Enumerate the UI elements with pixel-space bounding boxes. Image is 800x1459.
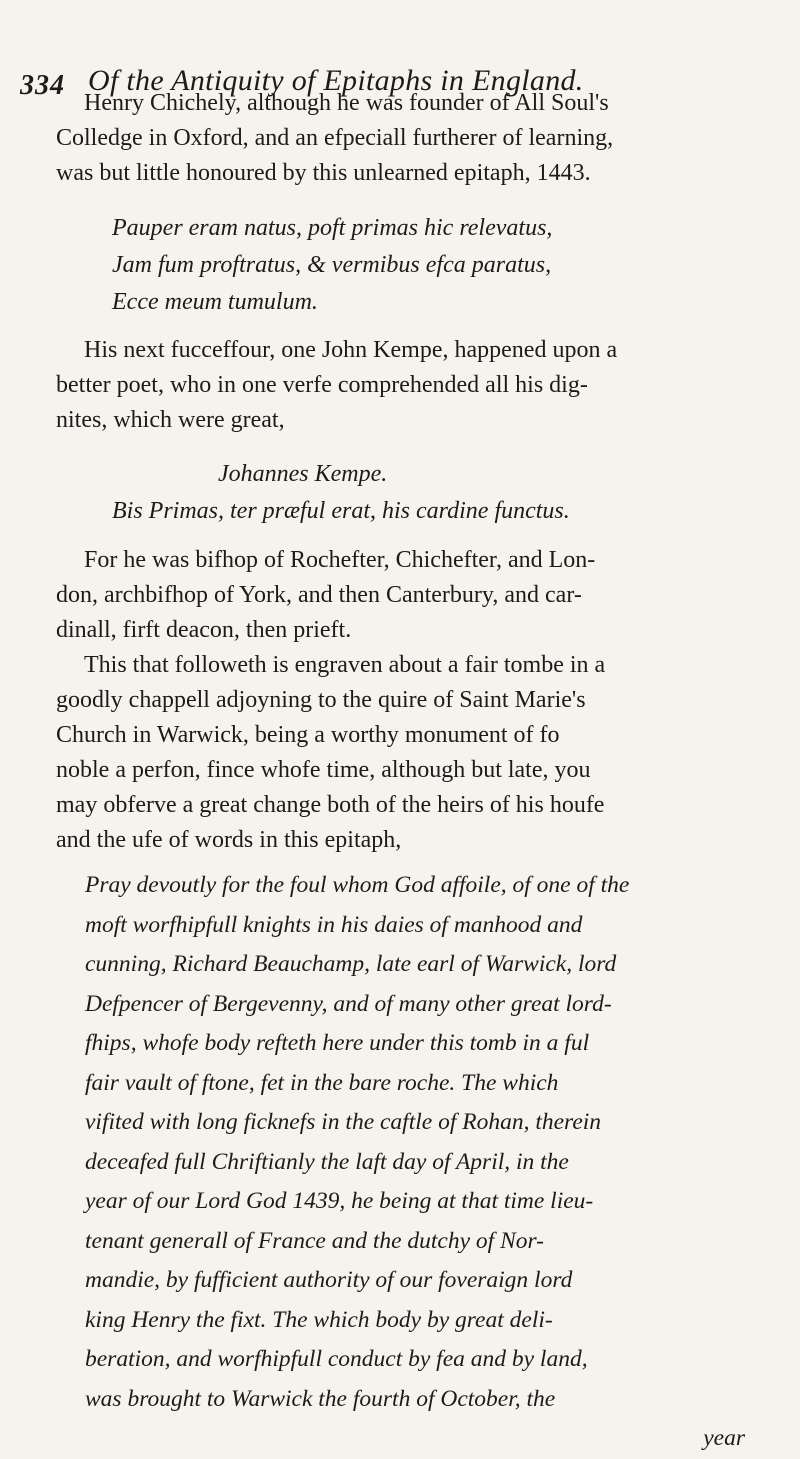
- verse-line: cunning, Richard Beauchamp, late earl of Warwick, lord: [85, 951, 617, 977]
- epitaph-kempe: [112, 456, 762, 530]
- verse-line: was brought to Warwick the fourth of October, the: [85, 1385, 556, 1412]
- paragraph-chichely: [56, 86, 756, 191]
- text-line: was but little honoured by this unlearned epitaph, 1443.: [56, 160, 591, 186]
- running-head: Of the Antiquity of Epitaphs in England.: [88, 64, 584, 97]
- verse-line: fair vault of ftone, fet in the bare roche. The which: [85, 1069, 559, 1096]
- paragraph-kempe: [56, 333, 756, 438]
- text-line: His next fucceffour, one John Kempe, happened upon a: [84, 337, 618, 363]
- verse-line: year of our Lord God 1439, he being at that time lieu-: [85, 1188, 594, 1214]
- catchword: year: [703, 1425, 745, 1451]
- text-line: For he was bifhop of Rochefter, Chichefter, and Lon-: [84, 547, 596, 573]
- epitaph-beauchamp: [85, 866, 775, 1459]
- text-line: dinall, firft deacon, then prieft.: [56, 617, 352, 643]
- verse-line: Jam fum proftratus, & vermibus efca paratus,: [112, 252, 552, 278]
- verse-line: Bis Primas, ter præful erat, his cardine functus.: [112, 498, 570, 524]
- verse-line: deceafed full Chriftianly the laft day of April, in the: [85, 1148, 569, 1175]
- text-line: This that followeth is engraven about a fair tombe in a: [84, 652, 606, 678]
- verse-line: Ecce meum tumulum.: [112, 289, 318, 315]
- text-line: and the ufe of words in this epitaph,: [56, 827, 402, 853]
- verse-line: vifited with long ficknefs in the caftle of Rohan, therein: [85, 1109, 602, 1135]
- page-number: 334: [20, 70, 65, 101]
- text-line: goodly chappell adjoyning to the quire of Saint Marie's: [56, 687, 586, 713]
- paragraph-beauchamp: [56, 543, 756, 858]
- verse-line: Pray devoutly for the foul whom God affoile, of one of the: [85, 872, 630, 898]
- text-line: Church in Warwick, being a worthy monument of fo: [56, 722, 560, 748]
- verse-line: mandie, by fufficient authority of our foveraign lord: [85, 1267, 573, 1293]
- text-line: better poet, who in one verfe comprehended all his dig-: [56, 372, 588, 398]
- text-line: noble a perfon, fince whofe time, although but late, you: [56, 757, 591, 783]
- text-line: nites, which were great,: [56, 407, 285, 433]
- verse-line: king Henry the fixt. The which body by great deli-: [85, 1306, 553, 1333]
- verse-line: Johannes Kempe.: [218, 461, 388, 487]
- text-line: may obferve a great change both of the heirs of his houfe: [56, 792, 605, 818]
- verse-line: moft worfhipfull knights in his daies of manhood and: [85, 911, 583, 938]
- text-line: Henry Chichely, although he was founder of All Soul's: [84, 90, 609, 116]
- verse-line: Pauper eram natus, poft primas hic relevatus,: [112, 215, 553, 241]
- text-line: Colledge in Oxford, and an efpeciall furtherer of learning,: [56, 125, 614, 151]
- verse-line: Defpencer of Bergevenny, and of many other great lord-: [85, 990, 612, 1017]
- verse-line: tenant generall of France and the dutchy of Nor-: [85, 1227, 544, 1254]
- text-line: don, archbifhop of York, and then Canterbury, and car-: [56, 582, 582, 608]
- verse-line: beration, and worfhipfull conduct by fea and by land,: [85, 1346, 588, 1372]
- epitaph-chichely: [112, 210, 762, 321]
- verse-line: fhips, whofe body refteth here under this tomb in a ful: [85, 1030, 590, 1056]
